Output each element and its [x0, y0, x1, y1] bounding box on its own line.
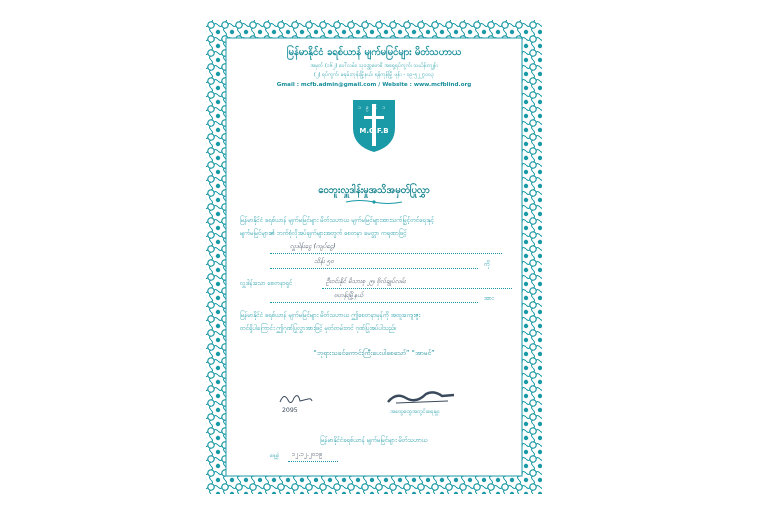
address-line-1: အမှတ် (၁၆၂) ပေါ်လမ်း၊ သုဝဏ္ဏဗောဓိ အရှေ့ရပ်ကွက်၊ သင်္ဃန်းကျွန်း — [310, 63, 438, 69]
logo-letters: M.C.F.B — [359, 127, 389, 135]
handwritten-address: ဗဟန်းမြို့နယ် — [334, 292, 364, 299]
amount-blank-line — [270, 268, 478, 269]
mcfb-logo — [351, 98, 397, 154]
handwritten-donor: ဦးဝင်းနိုင် မိသားစု ၂၅၊ ဗိုလ်ချုပ်လမ်း — [326, 278, 406, 285]
signer-title: အထွေထွေအတွင်းရေးမှူး — [390, 409, 440, 415]
contact-line: Gmail : mcfb.admin@gmail.com / Website : www.mcfblind.org — [276, 82, 472, 88]
date-label: နေ့စွဲ — [270, 453, 280, 459]
left-signature — [278, 392, 314, 406]
handwritten-item: လှူဒါန်းငွေ (ကျပ်ငွေ) — [290, 243, 336, 250]
handwritten-amount: သိန်း ၅၀ — [314, 258, 334, 265]
signature-number: 2095 — [282, 407, 298, 414]
body-line-1: မြန်မာနိုင်ငံ ခရစ်ယာန် မျက်မမြင်များ မိတ်သဟာယ မျက်မမြင်များအားသက်မြှင့်တင်ရေးနှင့် — [240, 217, 435, 224]
body-line-2: မျက်မမြင်များ၏ ဘက်စုံလိုအပ်ချက်များအတွက် စေတနာ မေတ္တာ ကရုဏာဖြင့် — [240, 230, 407, 237]
certificate-page — [204, 18, 544, 496]
logo-year: ၁၉၆၁ — [357, 105, 391, 111]
item-blank-line — [270, 253, 502, 254]
date-blank-line — [288, 461, 338, 462]
org-name-header: မြန်မာနိုင်ငံ ခရစ်ယာန် မျက်မမြင်များ မိတ်သဟာယ — [286, 47, 462, 58]
handwritten-date: ၁၂.၁၂.၂၀၁၉ — [292, 451, 323, 458]
address-line-2: (၂) ရပ်ကွက်၊ မရမ်းကုန်းမြို့နယ်၊ ရန်ကုန်မြို့ ဖုန်း - ၀၉-၅၂၂၇၀၀၃ — [313, 72, 435, 78]
address-blank-line — [270, 302, 478, 303]
right-signature — [386, 390, 456, 406]
body-line-7: တင်ရှိပါကြောင်း ဤဂုဏ်ပြုလွှာအားဖြင့် မှတ်တမ်းတင် ဂုဏ်ပြုအပ်ပါသည်။ — [240, 325, 397, 332]
body-line-3-suffix: ကို — [484, 261, 490, 268]
certificate-content — [230, 40, 518, 472]
motto: “ဘုရားသခင်ကောင်းကြီးပေးပါစေသော်” “အာမင်” — [313, 349, 435, 357]
certificate-title: ဝေဘူးလှူဒါန်းမှုအသိအမှတ်ပြုလွှာ — [318, 185, 430, 196]
footer-org-name: မြန်မာနိုင်ငံခရစ်ယာန် မျက်မမြင်များ မိတ်သဟာယ — [320, 437, 428, 444]
donor-blank-line — [322, 288, 512, 289]
title-flourish — [344, 199, 404, 205]
body-line-5-suffix: အား — [484, 295, 494, 302]
body-line-4-prefix: လှူဒါန်းသော စေတနာရှင် — [240, 280, 293, 287]
body-line-6: မြန်မာနိုင်ငံ ခရစ်ယာန် မျက်မမြင်များ မိတ်သဟာယ ဤစေတနာမှန်ကို အထူးကျေးဇူး — [240, 312, 421, 319]
